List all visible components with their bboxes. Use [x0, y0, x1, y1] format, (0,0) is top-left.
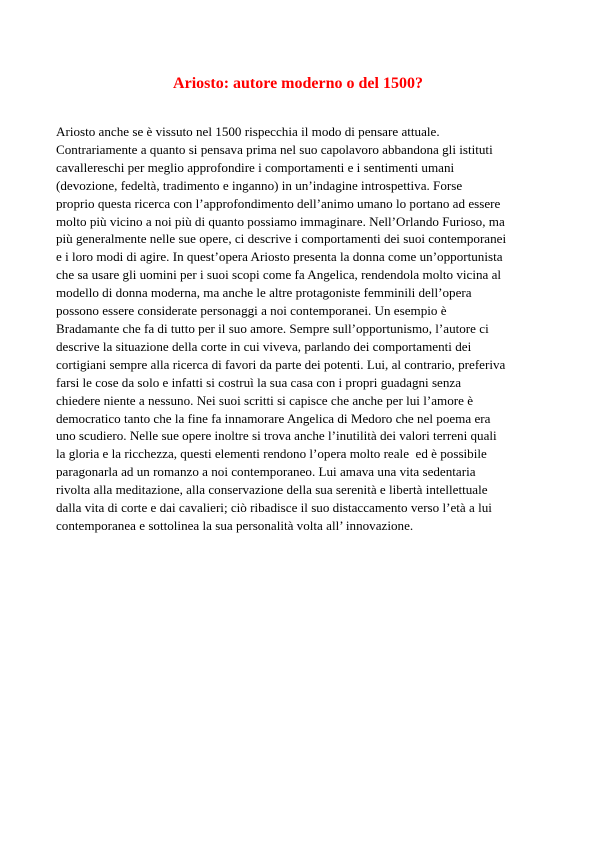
- body-paragraph: [56, 123, 540, 535]
- paragraph-line: contemporanea e sottolinea la sua personalità volta all’ innovazione.: [56, 517, 414, 533]
- paragraph-line: modello di donna moderna, ma anche le altre protagoniste femminili dell’opera: [56, 285, 472, 301]
- paragraph-line: (devozione, fedeltà, tradimento e inganno) in un’indagine introspettiva. Forse: [56, 177, 463, 193]
- paragraph-line: la gloria e la ricchezza, questi elementi rendono l’opera molto reale ed è possibile: [56, 446, 487, 462]
- paragraph-line: Ariosto anche se è vissuto nel 1500 rispecchia il modo di pensare attuale.: [56, 124, 440, 139]
- paragraph-line: Contrariamente a quanto si pensava prima nel suo capolavoro abbandona gli istituti: [56, 141, 493, 157]
- paragraph-line: paragonarla ad un romanzo a noi contemporaneo. Lui amava una vita sedentaria: [56, 464, 476, 480]
- paragraph-line: che sa usare gli uomini per i suoi scopi come fa Angelica, rendendola molto vicina al: [56, 267, 502, 283]
- paragraph-line: descrive la situazione della corte in cui viveva, parlando dei comportamenti dei: [56, 338, 472, 354]
- paragraph-line: e i loro modi di agire. In quest’opera Ariosto presenta la donna come un’opportunista: [56, 249, 503, 265]
- paragraph-line: proprio questa ricerca con l’approfondimento dell’animo umano lo portano ad essere: [56, 195, 501, 211]
- paragraph-line: uno scudiero. Nelle sue opere inoltre si trova anche l’inutilità dei valori terreni quali: [56, 428, 497, 444]
- paragraph-line: molto più vicino a noi più di quanto possiamo immaginare. Nell’Orlando Furioso, ma: [56, 213, 505, 229]
- paragraph-line: farsi le cose da solo e infatti si costruì la sua casa con i propri guadagni senza: [56, 374, 462, 390]
- paragraph-line: chiedere niente a nessuno. Nei suoi scritti si capisce che anche per lui l’amore è: [56, 392, 474, 408]
- paragraph-line: possono essere considerate personaggi a noi contemporanei. Un esempio è: [56, 303, 447, 319]
- paragraph-line: più generalmente nelle sue opere, ci descrive i comportamenti dei suoi contemporanei: [56, 231, 507, 247]
- document-title: Ariosto: autore moderno o del 1500?: [173, 75, 423, 92]
- paragraph-line: dalla vita di corte e dai cavalieri; ciò ribadisce il suo distaccamento verso l’età a lui: [56, 500, 492, 516]
- paragraph-line: cortigiani sempre alla ricerca di favori da parte dei potenti. Lui, al contrario, preferiva: [56, 356, 506, 372]
- paragraph-line: cavallereschi per meglio approfondire i comportamenti e i sentimenti umani: [56, 159, 455, 175]
- paragraph-line: Bradamante che fa di tutto per il suo amore. Sempre sull’opportunismo, l’autore ci: [56, 320, 489, 336]
- paragraph-line: rivolta alla meditazione, alla conservazione della sua serenità e libertà intellettuale: [56, 482, 488, 498]
- paragraph-line: democratico tanto che la fine fa innamorare Angelica di Medoro che nel poema era: [56, 410, 491, 426]
